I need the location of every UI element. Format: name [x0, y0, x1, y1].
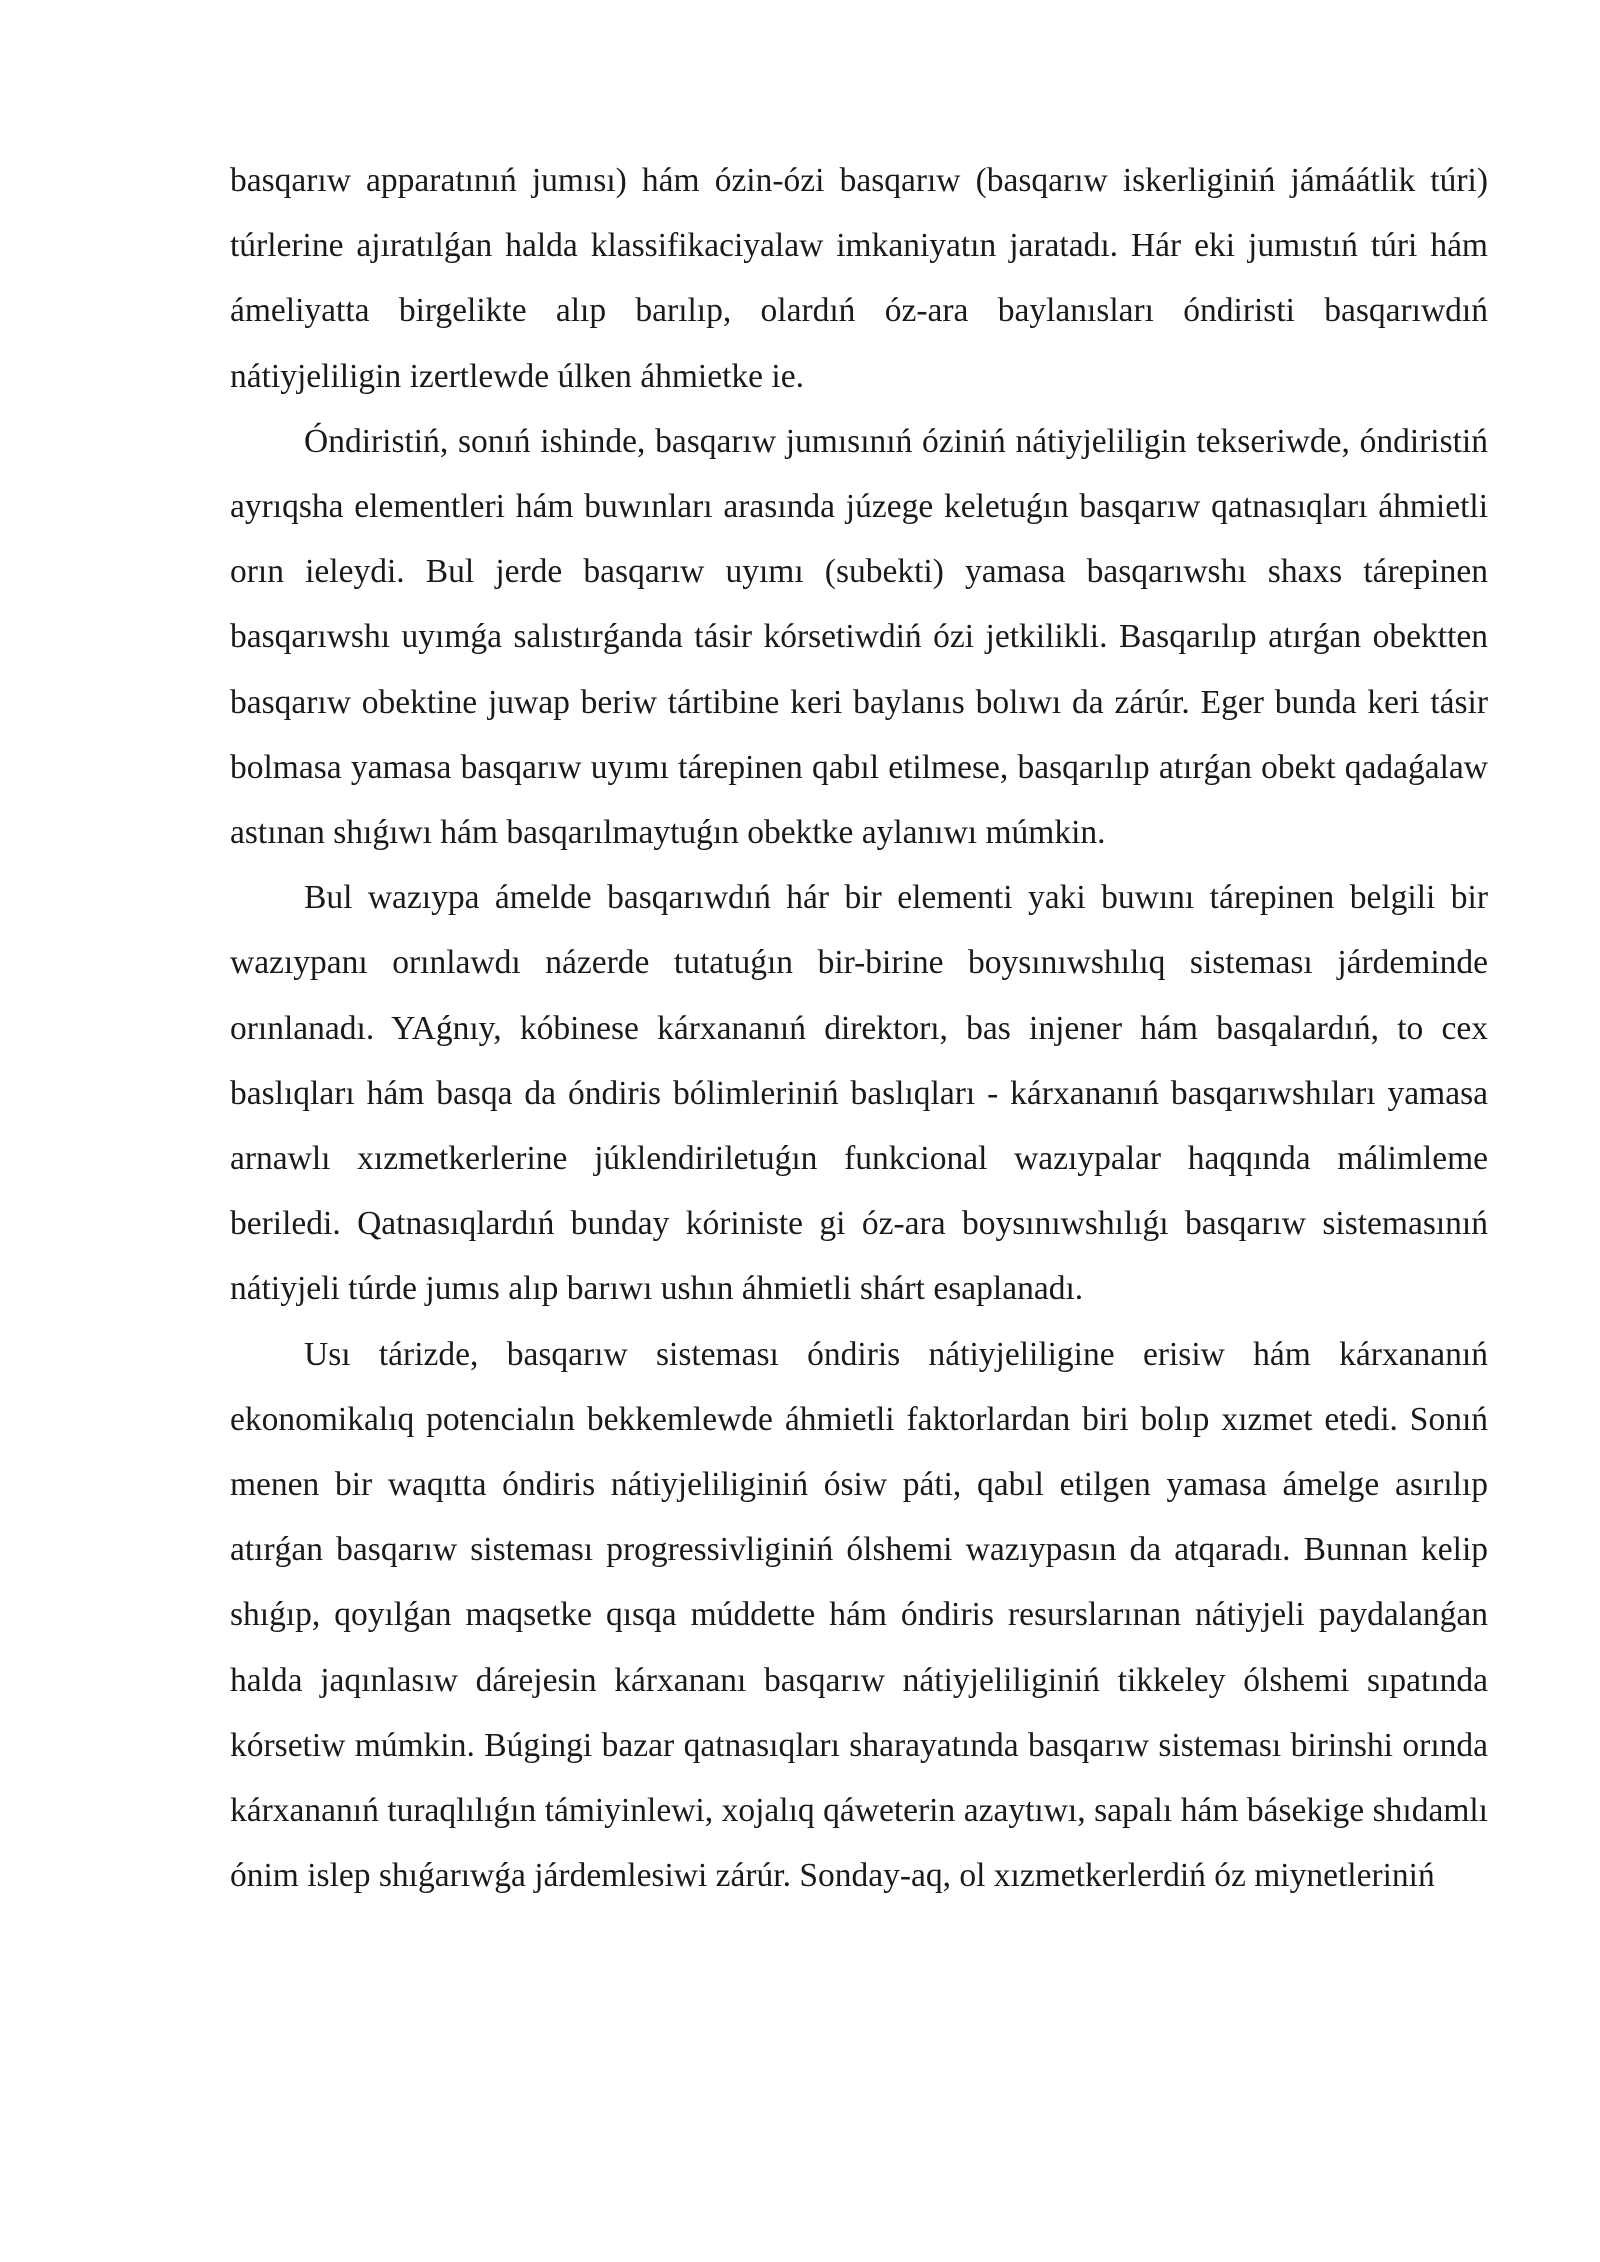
document-body — [230, 148, 1488, 1908]
paragraph-1: basqarıw apparatınıń jumısı) hám ózin-ózi basqarıw (basqarıw iskerliginiń jámáátlik túri) túrlerine ajıratılǵan halda klassifikaciyalaw imkaniyatın jaratadı. Hár eki jumıstıń túri hám ámeliyatta birgelikte alıp barılıp, olardıń óz-ara baylanısları óndiristi basqarıwdıń nátiyjeliligin izertlewde úlken áhmietke ie. — [230, 162, 1488, 395]
paragraph-4: Usı tárizde, basqarıw sisteması óndiris nátiyjeliligine erisiw hám kárxananıń ekonomikalıq potencialın bekkemlewde áhmietli faktorlardan biri bolıp xızmet etedi. Sonıń menen bir waqıtta óndiris nátiyjeliliginiń ósiw páti, qabıl etilgen yamasa ámelge asırılıp atırǵan basqarıw sisteması progressivliginiń ólshemi wazıypasın da atqaradı. Bunnan kelip shıǵıp, qoyılǵan maqsetke qısqa múddette hám óndiris resurslarınan nátiyjeli paydalanǵan halda jaqınlasıw dárejesin kárxananı basqarıw nátiyjeliliginiń tikkeley ólshemi sıpatında kórsetiw múmkin. Búgingi bazar qatnasıqları sharayatında basqarıw sisteması birinshi orında kárxananıń turaqlılıǵın támiyinlewi, xojalıq qáweterin azaytıwı, sapalı hám básekige shıdamlı ónim islep shıǵarıwǵa járdemlesiwi zárúr. Sonday-aq, ol xızmetkerlerdiń óz miynetleriniń — [230, 1335, 1488, 1895]
paragraph-2: Óndiristiń, sonıń ishinde, basqarıw jumısınıń óziniń nátiyjeliligin tekseriwde, óndiristiń ayrıqsha elementleri hám buwınları arasında júzege keletuǵın basqarıw qatnasıqları áhmietli orın ieleydi. Bul jerde basqarıw uyımı (subekti) yamasa basqarıwshı shaxs tárepinen basqarıwshı uyımǵa salıstırǵanda tásir kórsetiwdiń ózi jetkilikli. Basqarılıp atırǵan obektten basqarıw obektine juwap beriw tártibine keri baylanıs bolıwı da zárúr. Eger bunda keri tásir bolmasa yamasa basqarıw uyımı tárepinen qabıl etilmese, basqarılıp atırǵan obekt qadaǵalaw astınan shıǵıwı hám basqarılmaytuǵın obektke aylanıwı múmkin. — [230, 422, 1488, 852]
paragraph-3: Bul wazıypa ámelde basqarıwdıń hár bir elementi yaki buwını tárepinen belgili bir wazıypanı orınlawdı názerde tutatuǵın bir-birine boysınıwshılıq sisteması járdeminde orınlanadı. YAǵnıy, kóbinese kárxananıń direktorı, bas injener hám basqalardıń, to cex baslıqları hám basqa da óndiris bólimleriniń baslıqları - kárxananıń basqarıwshıları yamasa arnawlı xızmetkerlerine júklendiriletuǵın funkcional wazıypalar haqqında málimleme beriledi. Qatnasıqlardıń bunday kóriniste gi óz-ara boysınıwshılıǵı basqarıw sistemasınıń nátiyjeli túrde jumıs alıp barıwı ushın áhmietli shárt esaplanadı. — [230, 879, 1488, 1308]
